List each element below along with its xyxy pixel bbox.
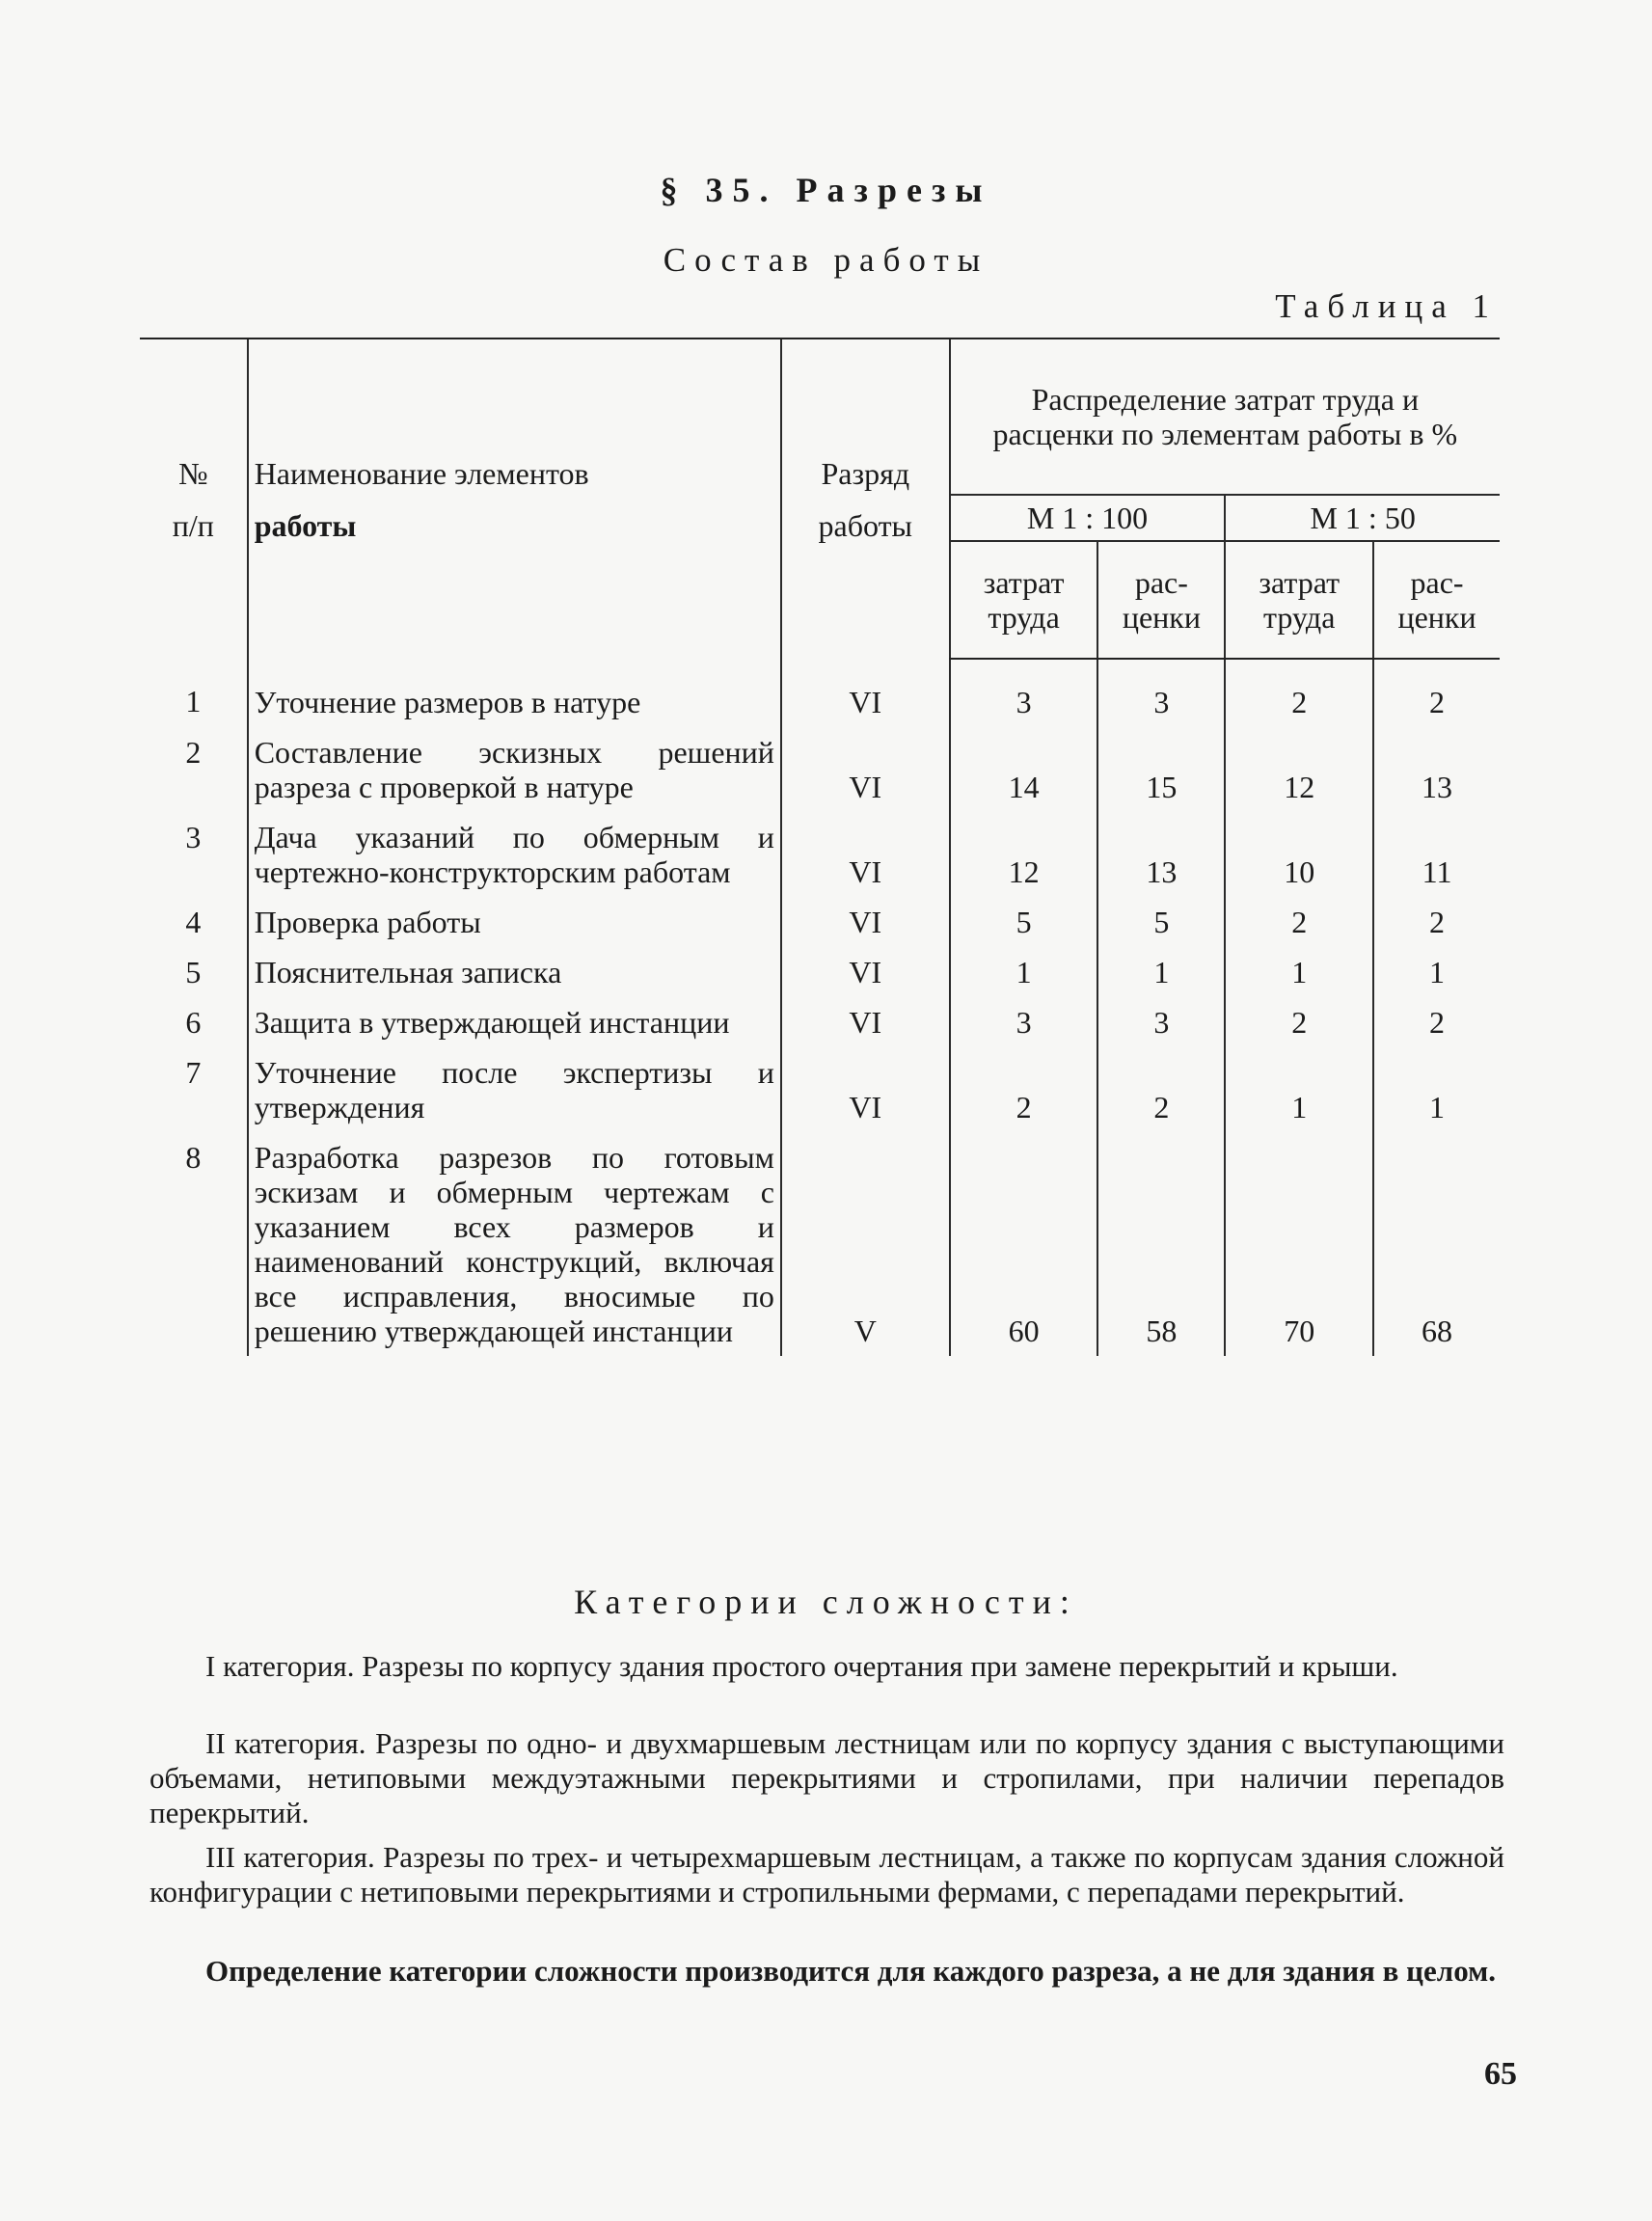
header-name-line1: Наименование элементов [254, 455, 589, 491]
row-rates-100: 3 [1097, 997, 1225, 1047]
row-name: Дача указаний по обмерным и чертежно-конструкторским работам [248, 812, 781, 897]
row-rates-100: 58 [1097, 1132, 1225, 1356]
row-labor-100: 3 [950, 997, 1098, 1047]
row-name: Составление эскизных решений разреза с проверкой в натуре [248, 727, 781, 812]
row-number: 8 [185, 1140, 202, 1175]
row-rates-100: 15 [1097, 727, 1225, 812]
header-grade-line1: Разряд [821, 455, 910, 491]
row-grade: VI [781, 1047, 950, 1132]
row-labor-50: 2 [1225, 997, 1373, 1047]
row-labor-50: 2 [1225, 897, 1373, 947]
header-name [248, 339, 781, 659]
row-labor-100: 14 [950, 727, 1098, 812]
row-labor-50: 12 [1225, 727, 1373, 812]
table-row [140, 659, 1500, 727]
row-number: 6 [185, 1005, 202, 1040]
row-rates-100: 3 [1097, 659, 1225, 727]
table-row [140, 997, 1500, 1047]
row-rates-100: 2 [1097, 1047, 1225, 1132]
row-number: 5 [185, 955, 202, 989]
row-grade: VI [781, 727, 950, 812]
row-number: 4 [185, 905, 202, 939]
header-grade [781, 339, 950, 659]
table-row [140, 947, 1500, 997]
row-number: 3 [185, 820, 202, 854]
row-labor-50: 10 [1225, 812, 1373, 897]
row-rates-100: 13 [1097, 812, 1225, 897]
header-scale-50: М 1 : 50 [1225, 495, 1500, 541]
row-number: 7 [185, 1055, 202, 1090]
row-name: Проверка работы [248, 897, 781, 947]
category-note-paragraph: Определение категории сложности производится для каждого разреза, а не для здания в целом. [205, 1954, 1496, 1988]
row-number: 1 [185, 684, 202, 718]
categories-title: Категории сложности: [574, 1583, 1078, 1621]
table-row [140, 812, 1500, 897]
header-grade-line2: работы [818, 507, 913, 543]
header-scale-100: М 1 : 100 [950, 495, 1226, 541]
row-labor-100: 3 [950, 659, 1098, 727]
header-rates-100: рас-ценки [1097, 541, 1225, 659]
row-labor-100: 1 [950, 947, 1098, 997]
table-row [140, 1047, 1500, 1132]
page-number: 65 [1484, 2056, 1517, 2092]
category-1-paragraph: I категория. Разрезы по корпусу здания простого очертания при замене перекрытий и крыши. [205, 1649, 1398, 1683]
row-rates-50: 1 [1373, 947, 1500, 997]
table-row [140, 897, 1500, 947]
header-number [140, 339, 248, 659]
row-name: Защита в утверждающей инстанции [248, 997, 781, 1047]
work-composition-table [140, 338, 1500, 1356]
row-labor-100: 12 [950, 812, 1098, 897]
row-labor-50: 70 [1225, 1132, 1373, 1356]
row-grade: VI [781, 997, 950, 1047]
row-rates-50: 1 [1373, 1047, 1500, 1132]
row-grade: VI [781, 659, 950, 727]
header-rates-50: рас-ценки [1373, 541, 1500, 659]
row-number: 2 [185, 735, 202, 770]
category-3-paragraph: III категория. Разрезы по трех- и четырехмаршевым лестницам, а также по корпусам здания сложной конфигурации с нетиповыми перекрытиями и стропильными фермами, с перепадами перекрытий. [149, 1840, 1504, 1909]
table-label: Таблица 1 [1275, 287, 1498, 325]
row-labor-100: 60 [950, 1132, 1098, 1356]
header-number-line2: п/п [172, 507, 214, 543]
row-rates-50: 2 [1373, 897, 1500, 947]
header-name-line2: работы [254, 507, 357, 543]
header-labor-50: затрат труда [1225, 541, 1373, 659]
row-labor-100: 5 [950, 897, 1098, 947]
row-name: Уточнение размеров в натуре [248, 659, 781, 727]
row-labor-100: 2 [950, 1047, 1098, 1132]
section-title: § 35. Разрезы [660, 171, 992, 209]
row-name: Разработка разрезов по готовым эскизам и обмерным чертежам с указанием всех размеров и наименований конструкций, включая все исправления, вносимые по решению утверждающей инстанции [248, 1132, 781, 1356]
row-rates-50: 11 [1373, 812, 1500, 897]
row-rates-50: 2 [1373, 659, 1500, 727]
header-number-line1: № [178, 455, 208, 491]
row-rates-100: 1 [1097, 947, 1225, 997]
category-2-paragraph: II категория. Разрезы по одно- и двухмаршевым лестницам или по корпусу здания с выступающими объемами, нетиповыми междуэтажными перекрытиями и стропилами, при наличии перепадов перекрытий. [149, 1726, 1504, 1829]
row-name: Уточнение после экспертизы и утверждения [248, 1047, 781, 1132]
row-grade: VI [781, 947, 950, 997]
section-subtitle: Состав работы [663, 241, 989, 279]
table-row [140, 1132, 1500, 1356]
row-rates-50: 68 [1373, 1132, 1500, 1356]
header-distribution [950, 339, 1500, 495]
row-grade: VI [781, 897, 950, 947]
header-labor-100: затрат труда [950, 541, 1098, 659]
header-distribution-text: Распределение затрат труда и расценки по элементам работы в % [992, 382, 1458, 451]
row-name: Пояснительная записка [248, 947, 781, 997]
row-labor-50: 2 [1225, 659, 1373, 727]
table-row [140, 727, 1500, 812]
row-labor-50: 1 [1225, 947, 1373, 997]
row-grade: VI [781, 812, 950, 897]
row-grade: V [781, 1132, 950, 1356]
row-rates-50: 2 [1373, 997, 1500, 1047]
row-rates-100: 5 [1097, 897, 1225, 947]
row-rates-50: 13 [1373, 727, 1500, 812]
row-labor-50: 1 [1225, 1047, 1373, 1132]
